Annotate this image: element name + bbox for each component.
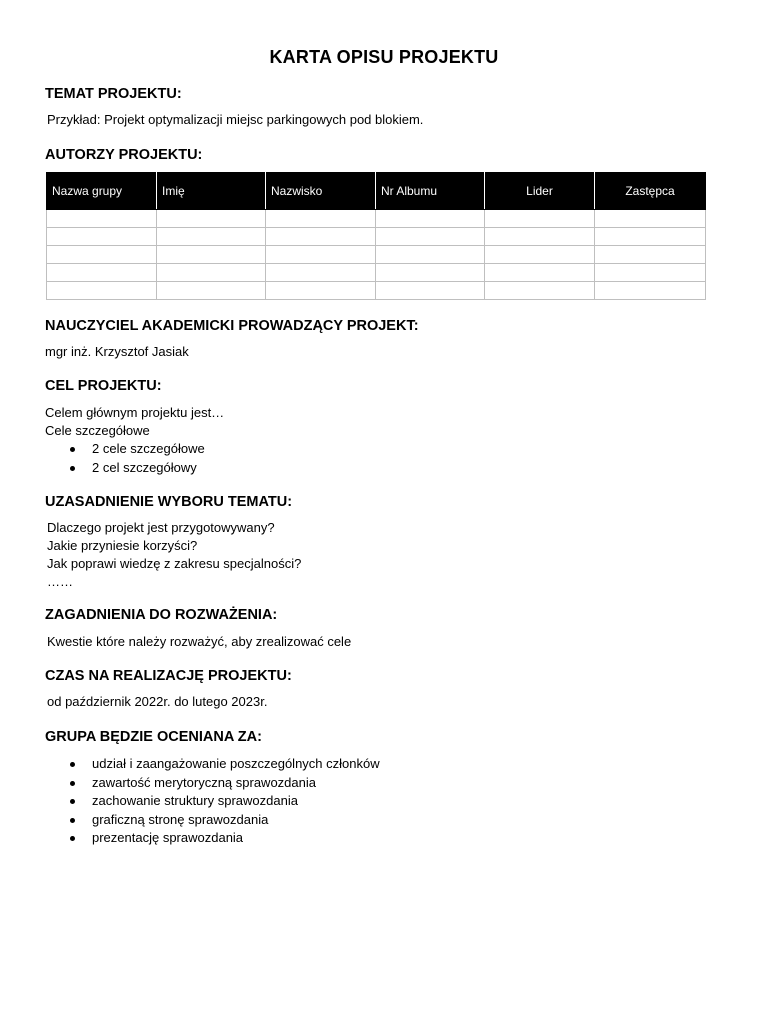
table-row [47, 210, 706, 228]
justification-line: Jakie przyniesie korzyści? [47, 538, 198, 553]
table-cell[interactable] [376, 264, 485, 282]
table-cell[interactable] [266, 264, 376, 282]
table-row [47, 264, 706, 282]
column-header-last-name: Nazwisko [266, 173, 376, 210]
column-header-album-number: Nr Albumu [376, 173, 485, 210]
table-row [47, 228, 706, 246]
goal-heading: CEL PROJEKTU: [45, 378, 162, 394]
justification-line: …… [47, 574, 73, 589]
table-cell[interactable] [595, 210, 706, 228]
table-cell[interactable] [47, 246, 157, 264]
topic-text: Przykład: Projekt optymalizacji miejsc parkingowych pod blokiem. [47, 112, 424, 127]
table-cell[interactable] [266, 228, 376, 246]
list-item: 2 cele szczegółowe [70, 440, 205, 459]
table-cell[interactable] [485, 264, 595, 282]
justification-heading: UZASADNIENIE WYBORU TEMATU: [45, 494, 293, 510]
list-item: 2 cel szczegółowy [70, 459, 205, 478]
table-cell[interactable] [157, 210, 266, 228]
table-cell[interactable] [376, 246, 485, 264]
goal-bullet-list [70, 440, 205, 477]
table-cell[interactable] [376, 228, 485, 246]
justification-line: Dlaczego projekt jest przygotowywany? [47, 520, 275, 535]
column-header-deputy: Zastępca [595, 173, 706, 210]
column-header-leader: Lider [485, 173, 595, 210]
table-cell[interactable] [376, 210, 485, 228]
justification-description [47, 519, 301, 591]
list-item: zawartość merytoryczną sprawozdania [70, 774, 380, 793]
list-item: zachowanie struktury sprawozdania [70, 792, 380, 811]
teacher-name: mgr inż. Krzysztof Jasiak [45, 344, 189, 359]
table-cell[interactable] [157, 228, 266, 246]
justification-line: Jak poprawi wiedzę z zakresu specjalności? [47, 556, 302, 571]
issues-text: Kwestie które należy rozważyć, aby zrealizować cele [47, 634, 352, 649]
grading-bullet-list [70, 755, 380, 848]
time-heading: CZAS NA REALIZACJĘ PROJEKTU: [45, 668, 292, 684]
table-cell[interactable] [266, 210, 376, 228]
table-cell[interactable] [47, 282, 157, 300]
table-row [47, 282, 706, 300]
table-cell[interactable] [485, 282, 595, 300]
topic-heading: TEMAT PROJEKTU: [45, 86, 182, 102]
grading-heading: GRUPA BĘDZIE OCENIANA ZA: [45, 729, 262, 745]
teacher-heading: NAUCZYCIEL AKADEMICKI PROWADZĄCY PROJEKT: [45, 318, 419, 334]
list-item: udział i zaangażowanie poszczególnych członków [70, 755, 380, 774]
table-cell[interactable] [595, 228, 706, 246]
document-title: KARTA OPISU PROJEKTU [269, 47, 499, 67]
table-cell[interactable] [376, 282, 485, 300]
authors-heading: AUTORZY PROJEKTU: [45, 147, 203, 163]
list-item: prezentację sprawozdania [70, 829, 380, 848]
table-cell[interactable] [266, 246, 376, 264]
issues-heading: ZAGADNIENIA DO ROZWAŻENIA: [45, 607, 278, 623]
table-cell[interactable] [485, 210, 595, 228]
table-cell[interactable] [157, 282, 266, 300]
column-header-group-name: Nazwa grupy [47, 173, 157, 210]
table-cell[interactable] [595, 264, 706, 282]
table-cell[interactable] [47, 228, 157, 246]
column-header-first-name: Imię [157, 173, 266, 210]
list-item: graficzną stronę sprawozdania [70, 811, 380, 830]
goal-main-line: Celem głównym projektu jest… [45, 405, 225, 420]
goal-description [45, 404, 224, 440]
table-cell[interactable] [47, 210, 157, 228]
table-cell[interactable] [266, 282, 376, 300]
table-cell[interactable] [47, 264, 157, 282]
table-cell[interactable] [157, 246, 266, 264]
goal-detail-line: Cele szczegółowe [45, 423, 150, 438]
authors-table-header-row [47, 173, 706, 210]
authors-table [46, 172, 706, 300]
table-row [47, 246, 706, 264]
table-cell[interactable] [157, 264, 266, 282]
table-cell[interactable] [485, 228, 595, 246]
table-cell[interactable] [595, 246, 706, 264]
table-cell[interactable] [485, 246, 595, 264]
time-text: od październik 2022r. do lutego 2023r. [47, 694, 268, 709]
table-cell[interactable] [595, 282, 706, 300]
